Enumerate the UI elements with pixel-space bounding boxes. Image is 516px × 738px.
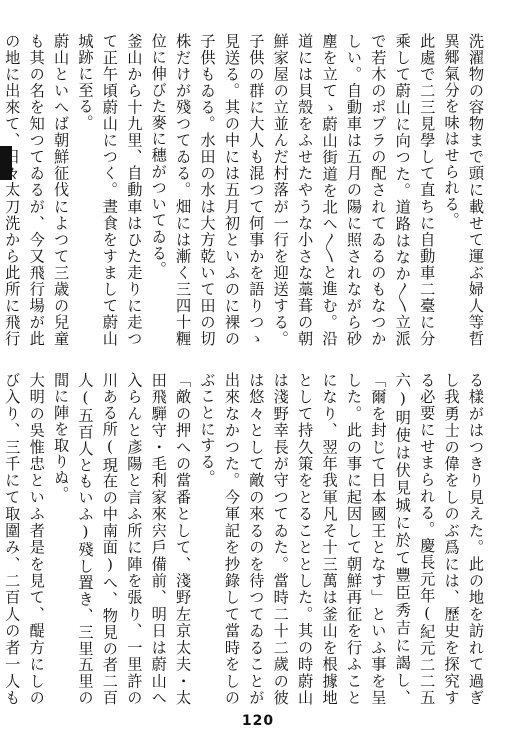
page-number: 120 xyxy=(241,713,275,729)
paragraph: 釜山から十九里、自動車はひた走りに走つて正午頃蔚山につく。晝食をすまして蔚山城跡に至る。 xyxy=(76,33,144,347)
paragraph: 大明の吳惟忠といふ者是を見て、醍方にしのび入り、三千にて取圍み、二百人の者一人も xyxy=(3,372,46,706)
upper-text-block xyxy=(3,33,488,347)
paragraph: 此處で二三見學して直ちに自動車二臺に分乘して蔚山に向つた。道路はなか〱立派で若木のポプラの配されてゐるのもなつかしい。自動車は五月の陽に照されながら砂塵を立てゝ蔚山街道を北へ〱と進む。沿道には貝殼をふせたやうな小さな藁葺の朝鮮家屋の立並んだ村落が一行を迎送する。子供の群に大人も混つて何事かを語りつゝ見送る。其の中には五月初といふのに裸の子供もゐる。水田の水は大方乾いて田の切株だけが殘つてゐる。畑には漸く三四十糎位に伸びた麥に穗がついてゐる。 xyxy=(149,33,437,347)
paragraph: る樣がはつきり見えた。此の地を訪れて過ぎし我勇士の偉をしのぶ爲には、歷史を探究する必要にせまられる。慶長元年(紀元二二五六)明使は伏見城に於て豐臣秀吉に謁し、「爾を封じて日本國王となす」といふ事を呈した。此の事に起因して朝鮮再征を行ふことになり、翌年我軍凡そ十三萬は釜山を根據地として持久策をとることとした。其の時蔚山は淺野幸長が守つてゐた。當時二十二歲の彼は悠々として敵の來るのを待つてゐることが出來なかつた。今軍記を抄錄して當時をしのぶことにする。 xyxy=(198,372,485,706)
lower-text-block xyxy=(3,372,488,706)
paragraph: 蔚山といへば朝鮮征伐によつて三歳の兒童も其の名を知つてゐるが、今又飛行場が此の地に出來て、日々太刀洗から此所に飛行 xyxy=(3,33,71,347)
paragraph: 「敵の押への當番として、淺野左京太夫・太田飛騨守・毛利家來宍戶備前、明日は蔚山へ入らんと彥陽と言ふ所に陣を張り、一里許の川ある所(現在の中南面)へ、物見の者二百人(五百人ともいふ)殘し置き、三里五里の間に陣を取りぬ。 xyxy=(52,372,193,706)
paragraph: 洗濯物の容物まで頭に載せて運ぶ婦人等哲異郷氣分を味はせられる。 xyxy=(442,33,485,347)
